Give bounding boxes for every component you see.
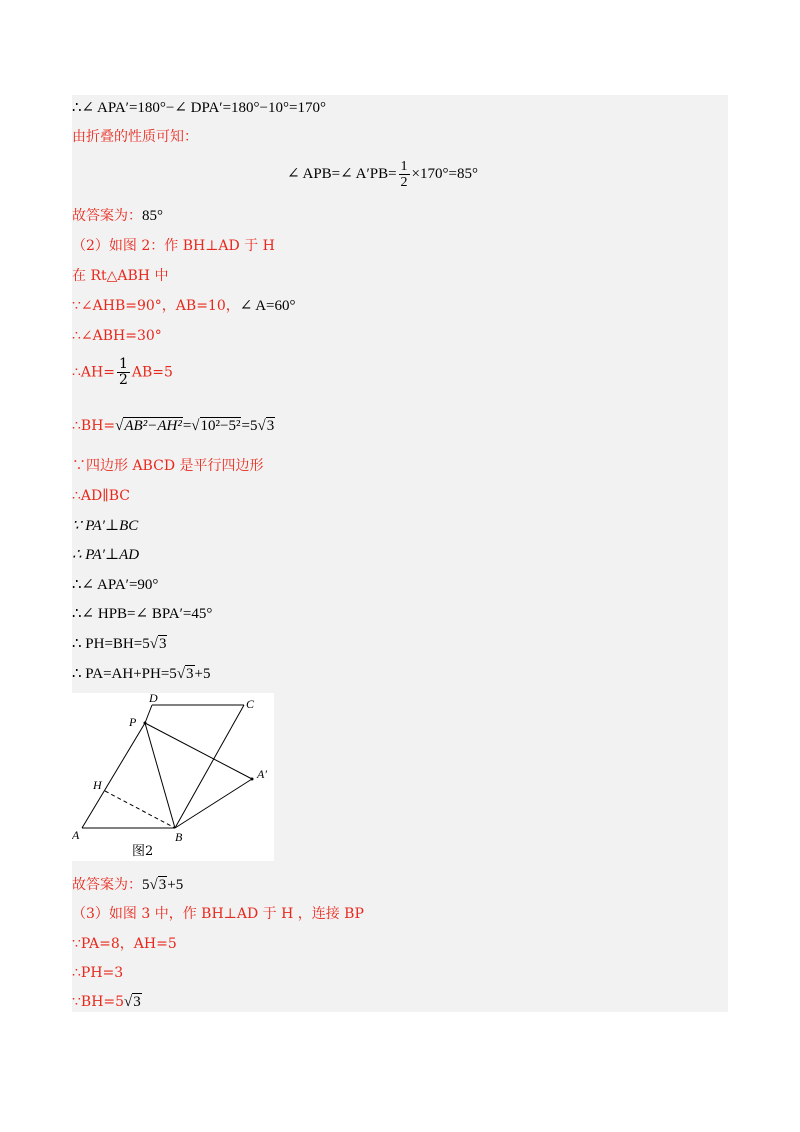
figure-2 [72,693,274,861]
equals: = [182,418,192,434]
bh-left: ∵BH=5 [72,994,125,1010]
numerator: 1 [400,159,408,174]
label-p: P [129,715,137,729]
answer-prefix: 故答案为： [72,208,142,224]
bh-line [72,417,275,435]
answer-value: 5√3+5 [142,877,184,893]
given-text: ∵∠AHB=90°，AB=10， [72,298,240,314]
numerator: 1 [118,356,128,372]
math-expression: ∴∠ APA′=180°−∠ DPA′=180°−10°=170° [72,100,326,116]
parallelogram-diagram [72,693,274,861]
text: 在 Rt△ABH 中 [72,268,169,284]
label-a: A [72,828,80,842]
denominator: 2 [400,175,408,190]
text: （2）如图 2：作 BH⊥AD 于 H [72,238,275,254]
triangle-abh-line [72,267,168,285]
text: ∵PA=8，AH=5 [72,936,177,952]
text: ∴PH=3 [72,965,124,981]
radicand: 3 [158,636,167,652]
root-expression: √3 [124,994,141,1010]
math-left: 5 [142,877,150,893]
segment-ap [82,723,145,828]
ph-bh-line: ∴ PH=BH=5√3 [72,636,167,652]
math-left: ∴ PA=AH+PH=5 [72,666,177,682]
answer-value: 85° [142,208,163,224]
segment-ba-prime [175,779,252,828]
pa-value-line: ∴ PA=AH+PH=5√3+5 [72,666,211,682]
answer-line-2 [72,876,183,894]
parallelogram-line [72,457,264,475]
ph-value-line [72,964,123,982]
math-expression: ∴∠ APA′=90° [72,577,159,593]
angle-apa-line [72,99,326,117]
math-left: ∠ APB=∠ A′PB= [287,165,397,182]
pa-ah-values-line [72,935,177,953]
fraction [117,357,130,388]
label-h: H [93,778,102,792]
segment-pb [145,723,175,828]
radicand: 3 [133,994,141,1010]
folding-property-line [72,128,198,146]
segment-pd [145,705,152,723]
label-d: D [149,693,158,705]
ad-parallel-line [72,487,130,505]
answer-line-1 [72,207,163,225]
text: ∴AD∥BC [72,488,130,504]
pa-perp-ad-line [72,546,139,564]
segment-bh-dashed [105,791,175,828]
angle-apa-90-line [72,576,158,594]
point-a-prime [251,778,254,781]
bh-left: ∴BH= [72,418,116,434]
math-right: +5 [167,877,184,893]
part-2-heading [72,237,275,255]
math-expression: ∵ PA′⊥BC [72,518,139,534]
ah-line [72,357,173,388]
bh-expression: √AB²−AH²=√10²−5²=5√3 [115,418,275,434]
denominator: 2 [118,372,128,388]
angle-hpb-line [72,605,212,623]
radicand: 3 [186,666,194,682]
ah-left: ∴AH= [72,364,115,381]
ah-right: AB=5 [131,364,173,381]
math-right: +5 [194,666,211,682]
label-c: C [246,697,255,711]
radicand: 3 [158,877,167,893]
math-expression: ∴ PA′⊥AD [72,547,140,563]
angle-apb-equation [287,159,478,190]
equals-five: =5 [241,418,258,434]
document-content [72,95,728,1012]
label-a-prime: A′ [257,767,267,781]
segment-pa-prime [145,723,252,779]
math-right: ×170°=85° [411,165,478,182]
given-angles-line [72,297,296,315]
angle-a-value: ∠ A=60° [239,298,296,314]
angle-abh-line [72,327,162,345]
fraction [399,159,410,190]
label-b: B [175,830,183,844]
figure-caption: 图2 [132,844,154,859]
bh-value-line [72,993,142,1011]
math-left: ∴ PH=BH=5 [72,636,150,652]
text: （3）如图 3 中，作 BH⊥AD 于 H ，连接 BP [72,906,364,922]
part-3-heading [72,905,364,923]
radicand-3: 3 [266,418,275,434]
math-expression: ∴∠ HPB=∠ BPA′=45° [72,606,213,622]
point-p [144,722,147,725]
text: ∵四边形 ABCD 是平行四边形 [72,458,264,474]
pa-perp-bc-line [72,517,138,535]
radicand-1: AB²−AH² [124,418,182,434]
radicand-2: 10²−5² [200,418,241,434]
text: ∴∠ABH=30° [72,328,162,344]
answer-prefix: 故答案为： [72,877,142,893]
text: 由折叠的性质可知： [72,129,198,145]
segment-cb [175,705,244,828]
